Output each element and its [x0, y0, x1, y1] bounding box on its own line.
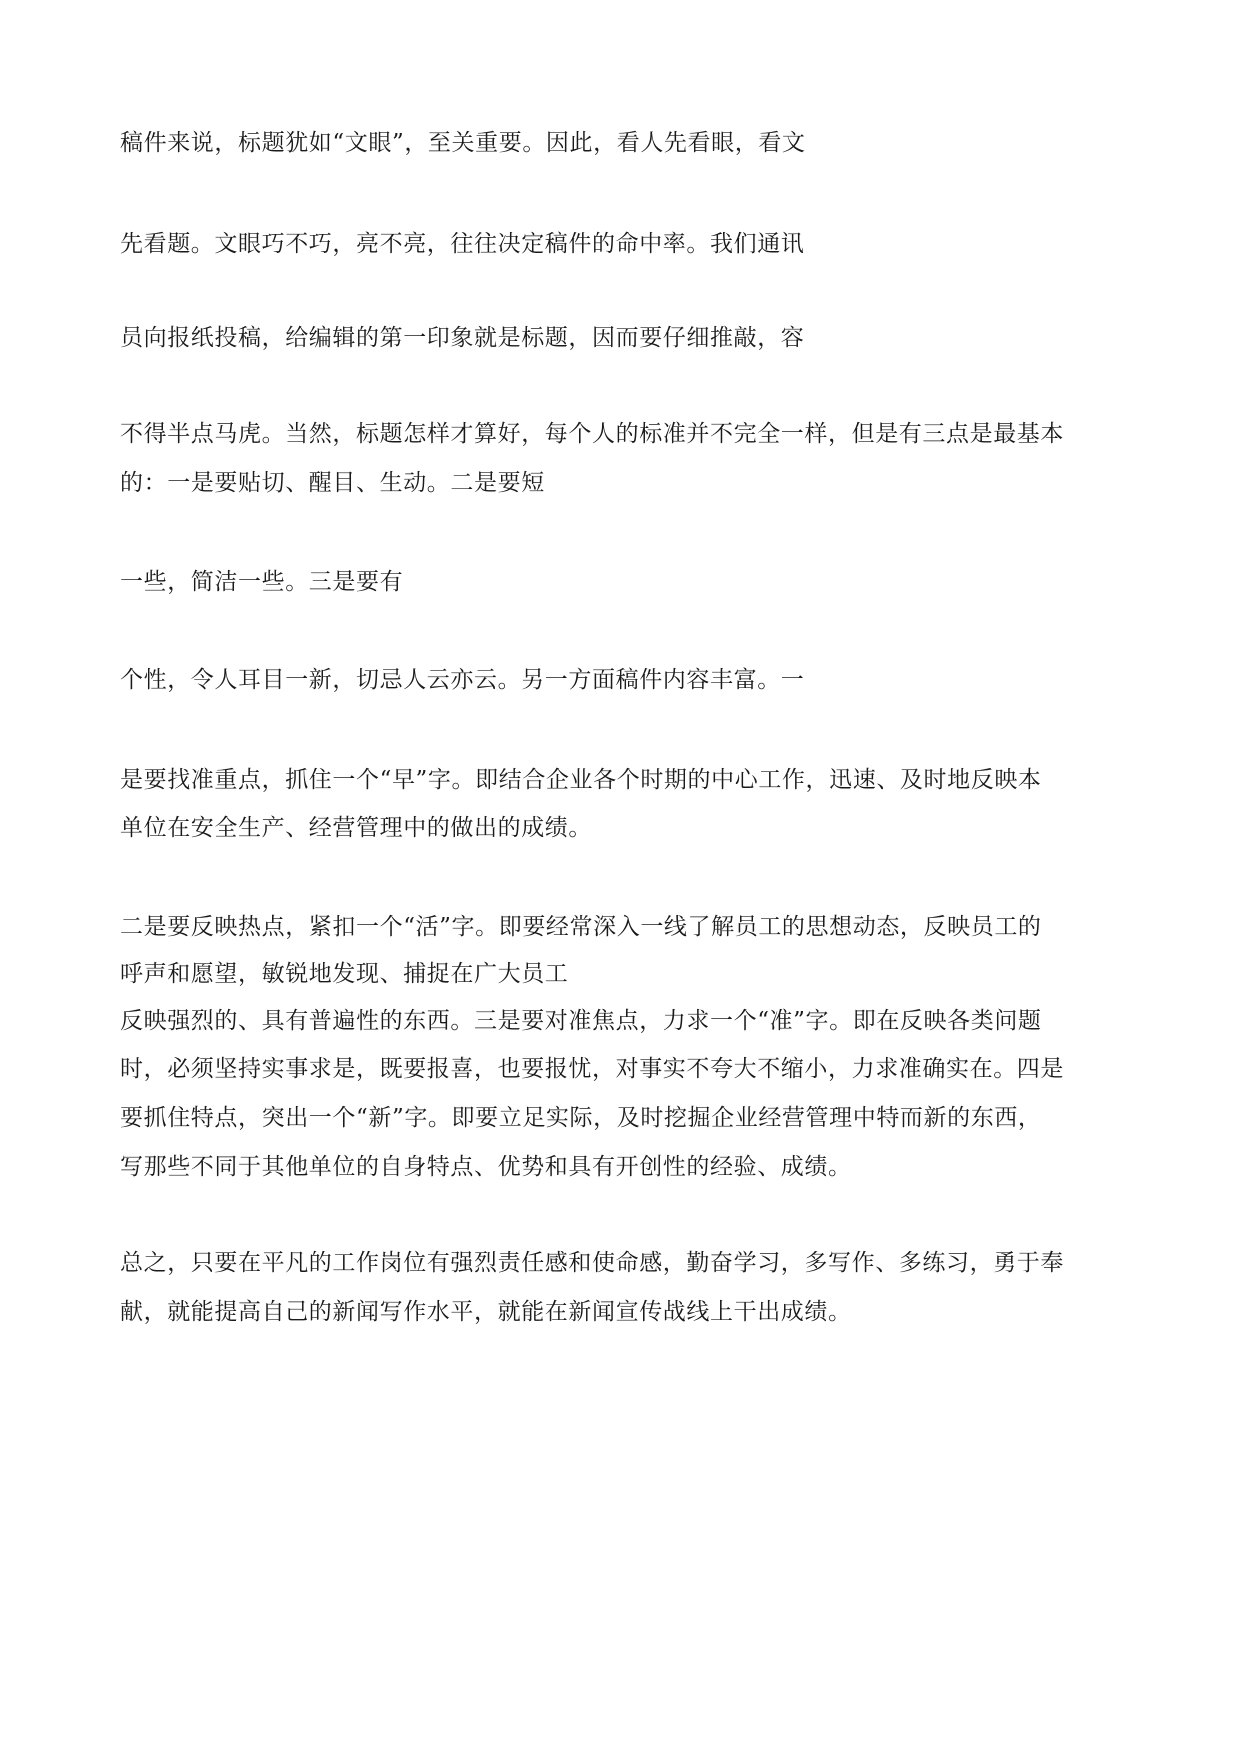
- text-line: 单位在安全生产、经营管理中的做出的成绩。: [120, 815, 592, 841]
- text-line: 个性，令人耳目一新，切忌人云亦云。另一方面稿件内容丰富。一: [120, 667, 805, 693]
- text-line: 的：一是要贴切、醒目、生动。二是要短: [120, 470, 545, 496]
- text-line: 总之，只要在平凡的工作岗位有强烈责任感和使命感，勤奋学习，多写作、多练习，勇于奉: [120, 1250, 1064, 1276]
- text-line: 员向报纸投稿，给编辑的第一印象就是标题，因而要仔细推敲，容: [120, 325, 805, 351]
- text-line: 呼声和愿望，敏锐地发现、捕捉在广大员工: [120, 961, 569, 987]
- text-line: 反映强烈的、具有普遍性的东西。三是要对准焦点，力求一个“准”字。即在反映各类问题: [120, 1008, 1042, 1034]
- text-line: 先看题。文眼巧不巧，亮不亮，往往决定稿件的命中率。我们通讯: [120, 231, 805, 257]
- text-line: 一些，简洁一些。三是要有: [120, 569, 404, 595]
- text-line: 是要找准重点，抓住一个“早”字。即结合企业各个时期的中心工作，迅速、及时地反映本: [120, 767, 1042, 793]
- text-line: 时，必须坚持实事求是，既要报喜，也要报忧，对事实不夸大不缩小，力求准确实在。四是: [120, 1056, 1064, 1082]
- text-line: 稿件来说，标题犹如“文眼”，至关重要。因此，看人先看眼，看文: [120, 130, 806, 156]
- text-line: 二是要反映热点，紧扣一个“活”字。即要经常深入一线了解员工的思想动态，反映员工的: [120, 914, 1042, 940]
- text-line: 不得半点马虎。当然，标题怎样才算好，每个人的标准并不完全一样，但是有三点是最基本: [120, 421, 1064, 447]
- text-line: 写那些不同于其他单位的自身特点、优势和具有开创性的经验、成绩。: [120, 1154, 852, 1180]
- text-line: 献，就能提高自己的新闻写作水平，就能在新闻宣传战线上干出成绩。: [120, 1299, 852, 1325]
- text-line: 要抓住特点，突出一个“新”字。即要立足实际，及时挖掘企业经营管理中特而新的东西，: [120, 1105, 1042, 1131]
